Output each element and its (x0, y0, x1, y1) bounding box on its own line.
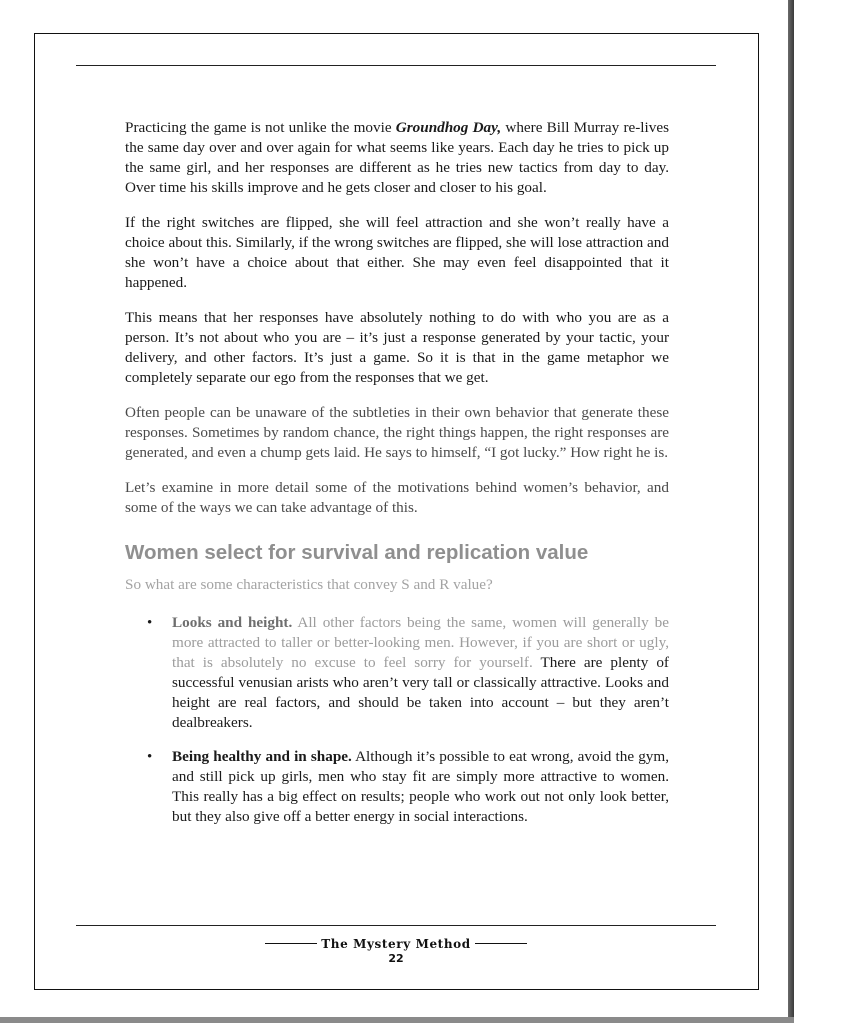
book-title: The Mystery Method (321, 936, 471, 951)
list-item (125, 613, 669, 733)
list-item-text: Although it’s possible to eat wrong, avoid the gym, and still pick up girls, men who stay fit are simply more attractive to women. This really has a big effect on results; people who work out not only look better, but they also give off a better energy in social interactions. (172, 748, 669, 825)
paragraph-1: Practicing the game is not unlike the movie Groundhog Day, where Bill Murray re-lives the same day over and over again for what seems like years. Each day he tries to pick up the same girl, and her responses are different as he tries new tactics from day to day. Over time his skills improve and he gets closer and closer to his goal. (125, 119, 669, 196)
page-footer (0, 929, 792, 965)
scan-edge-bottom (0, 1017, 794, 1023)
movie-title: Groundhog Day, (395, 119, 502, 136)
page-content (125, 118, 669, 841)
bullet-icon: • (147, 749, 153, 765)
list-item (125, 747, 669, 827)
paragraph-2: If the right switches are flipped, she will feel attraction and she won’t really have a choice about this. Similarly, if the wrong switches are flipped, she will lose attraction and she won’t have a choice about that either. She may even feel disappointed that it happened. (125, 214, 669, 291)
paragraph-5: Let’s examine in more detail some of the motivations behind women’s behavior, and some of the ways we can take advantage of this. (125, 479, 669, 516)
page-number: 22 (388, 951, 404, 965)
footer-title-row (265, 937, 527, 951)
list-item-text: There are plenty of successful venusian arists who aren’t very tall or classically attractive. Looks and height are real factors, and should be taken into account – but they aren’t dealbreakers. (172, 654, 669, 731)
section-heading: Women select for survival and replication value (125, 541, 589, 564)
footer-dash-right (475, 943, 527, 944)
scan-edge-right (788, 0, 794, 1023)
section-intro: So what are some characteristics that convey S and R value? (125, 576, 493, 593)
paragraph-3: This means that her responses have absolutely nothing to do with who you are as a person. It’s not about who you are – it’s just a response generated by your tactic, your delivery, and other factors. It’s just a game. So it is that in the game metaphor we completely separate our ego from the responses that we get. (125, 309, 669, 386)
list-item-faded-text: All other factors being the same, women will generally be more attracted to taller or better-looking men. However, if you are short or ugly, that is absolutely no excuse to feel sorry for yourself. (172, 614, 669, 671)
header-rule (76, 65, 716, 66)
list-item-title: Being healthy and in shape. (172, 748, 352, 765)
bullet-list (125, 613, 669, 827)
footer-dash-left (265, 943, 317, 944)
list-item-title: Looks and height. (172, 614, 293, 631)
bullet-icon: • (147, 615, 153, 631)
paragraph-4: Often people can be unaware of the subtleties in their own behavior that generate these responses. Sometimes by random chance, the right things happen, the right responses are generated, and even a chump gets laid. He says to himself, “I got lucky.” How right he is. (125, 404, 669, 461)
footer-rule (76, 925, 716, 926)
